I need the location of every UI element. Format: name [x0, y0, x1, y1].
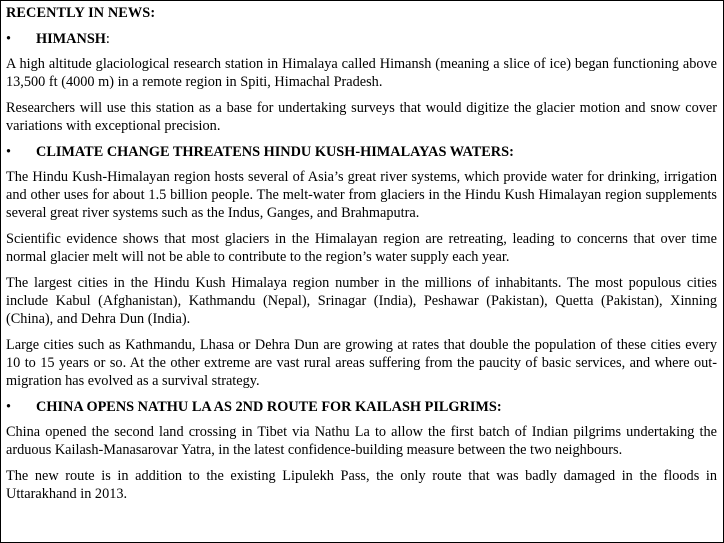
paragraph: A high altitude glaciological research station in Himalaya called Himansh (meaning a slice of ice) began functioning above 13,500 ft (4000 m) in a remote region in Spiti, Himachal Pradesh. — [6, 56, 717, 90]
paragraph: Scientific evidence shows that most glaciers in the Himalayan region are retreating, leading to concerns that over time normal glacier melt will not be able to contribute to the region’s water supply each year. — [6, 231, 717, 265]
page-heading: RECENTLY IN NEWS: — [6, 5, 156, 21]
paragraph: Large cities such as Kathmandu, Lhasa or Dehra Dun are growing at rates that double the population of these cities every 10 to 15 years or so. At the other extreme are vast rural areas suffering from the paucity of basic services, and where out-migration has evolved as a survival strategy. — [6, 337, 717, 389]
section-title-suffix: : — [105, 31, 110, 47]
paragraph: The new route is in addition to the existing Lipulekh Pass, the only route that was badly damaged in the floods in Uttarakhand in 2013. — [6, 468, 717, 502]
paragraph: The largest cities in the Hindu Kush Himalaya region number in the millions of inhabitants. The most populous cities include Kabul (Afghanistan), Kathmandu (Nepal), Srinagar (India), Peshawar (Pakistan), Quetta (Pakistan), Xinning (China), and Dehra Dun (India). — [6, 275, 717, 327]
section-title — [6, 30, 717, 48]
section-title-text: CHINA OPENS NATHU LA AS 2ND ROUTE FOR KAILASH PILGRIMS: — [36, 399, 502, 415]
news-section-himansh — [6, 30, 717, 135]
section-title-text: HIMANSH — [36, 31, 106, 47]
news-section-nathu-la — [6, 398, 717, 503]
section-title-text: CLIMATE CHANGE THREATENS HINDU KUSH-HIMALAYAS WATERS: — [36, 144, 514, 160]
bullet-icon: • — [6, 144, 12, 160]
section-title — [6, 143, 717, 161]
news-section-climate-change — [6, 143, 717, 390]
bullet-icon: • — [6, 399, 12, 415]
section-title — [6, 398, 717, 416]
bullet-icon: • — [6, 31, 12, 47]
paragraph: China opened the second land crossing in Tibet via Nathu La to allow the first batch of Indian pilgrims undertaking the arduous Kailash-Manasarovar Yatra, in the latest confidence-building measure between the two neighbours. — [6, 424, 717, 458]
paragraph: Researchers will use this station as a base for undertaking surveys that would digitize the glacier motion and snow cover variations with exceptional precision. — [6, 100, 717, 134]
paragraph: The Hindu Kush-Himalayan region hosts several of Asia’s great river systems, which provide water for drinking, irrigation and other uses for about 1.5 billion people. The melt-water from glaciers in the Hindu Kush Himalayan region supplements several great river systems such as the Indus, Ganges, and Brahmaputra. — [6, 169, 717, 221]
